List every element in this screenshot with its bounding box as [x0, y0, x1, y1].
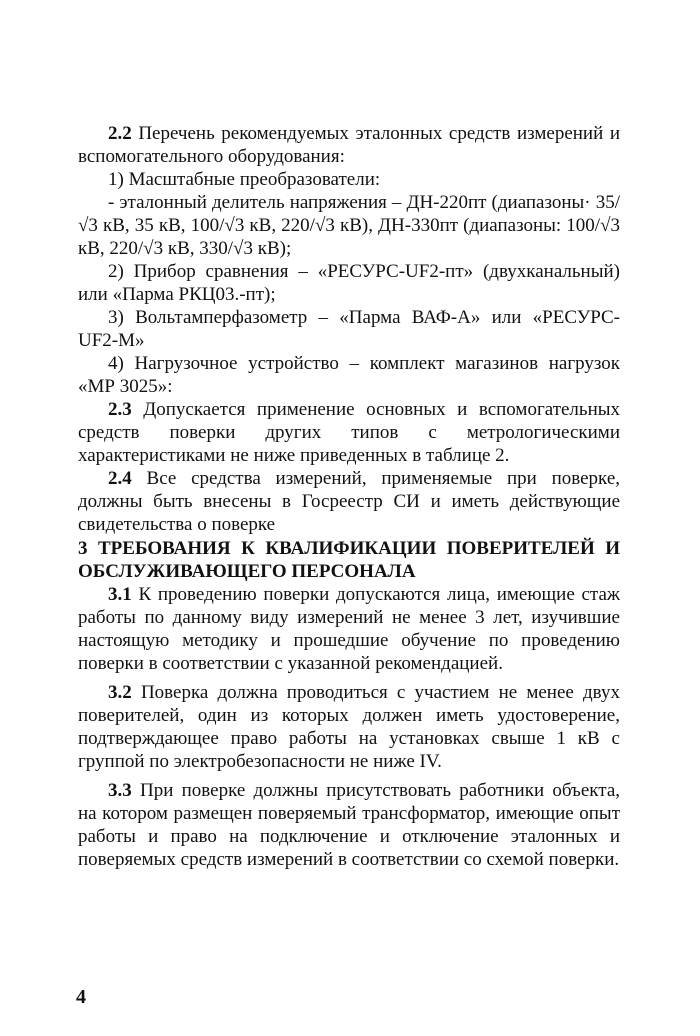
section-3-body	[78, 583, 620, 871]
paragraph-3-2	[78, 681, 620, 773]
list-item-1-detail: - эталонный делитель напряжения – ДН-220пт (диапазоны· 35/√3 кВ, 35 кВ, 100/√3 кВ, 220/√3 кВ), ДН-330пт (диапазоны: 100/√3 кВ, 220/√3 кВ, 330/√3 кВ);	[78, 192, 620, 259]
paragraph-3-1	[78, 583, 620, 675]
clause-number: 2.2	[108, 123, 132, 144]
paragraph-text: При поверке должны присутствовать работники объекта, на котором размещен поверяемый трансформатор, имеющие опыт работы и право на подключение и отключение эталонных и поверяемых средств измерений в соответствии со схемой поверки.	[78, 780, 620, 870]
section-2-body	[78, 122, 620, 536]
paragraph-text: Перечень рекомендуемых эталонных средств измерений и вспомогательного оборудования:	[78, 123, 620, 167]
paragraph-text: Допускается применение основных и вспомогательных средств поверки других типов с метрологическими характеристиками не ниже приведенных в таблице 2.	[78, 399, 621, 466]
list-item-4: 4) Нагрузочное устройство – комплект магазинов нагрузок «МР 3025»:	[78, 353, 620, 397]
paragraph-2-2	[78, 122, 620, 168]
section-3-heading: 3 ТРЕБОВАНИЯ К КВАЛИФИКАЦИИ ПОВЕРИТЕЛЕЙ И ОБСЛУЖИВАЮЩЕГО ПЕРСОНАЛА	[78, 538, 620, 582]
paragraph-3-3	[78, 779, 620, 871]
paragraph-text: К проведению поверки допускаются лица, имеющие стаж работы по данному виду измерений не менее 3 лет, изучившие настоящую методику и прошедшие обучение по проведению поверки в соответствии с указанной рекомендацией.	[78, 584, 621, 674]
paragraph-2-3	[78, 398, 620, 467]
clause-number: 3.2	[108, 682, 132, 703]
clause-number: 2.3	[108, 399, 132, 420]
list-item-1-title: 1) Масштабные преобразователи:	[108, 169, 381, 190]
clause-number: 3.3	[108, 780, 132, 801]
paragraph-text: Поверка должна проводиться с участием не менее двух поверителей, один из которых должен иметь удостоверение, подтверждающее право работы на установках свыше 1 кВ с группой по электробезопасности не ниже IV.	[78, 682, 620, 772]
list-item-2: 2) Прибор сравнения – «РЕСУРС-UF2-пт» (двухканальный) или «Парма РКЦ03.-пт);	[78, 261, 620, 305]
clause-number: 2.4	[108, 468, 132, 489]
list-item-3: 3) Вольтамперфазометр – «Парма ВАФ-А» или «РЕСУРС-UF2-М»	[78, 307, 620, 351]
paragraph-2-4	[78, 467, 620, 536]
paragraph-text: Все средства измерений, применяемые при поверке, должны быть внесены в Госреестр СИ и иметь действующие свидетельства о поверке	[78, 468, 620, 535]
clause-number: 3.1	[108, 584, 132, 605]
page-number: 4	[76, 986, 86, 1008]
